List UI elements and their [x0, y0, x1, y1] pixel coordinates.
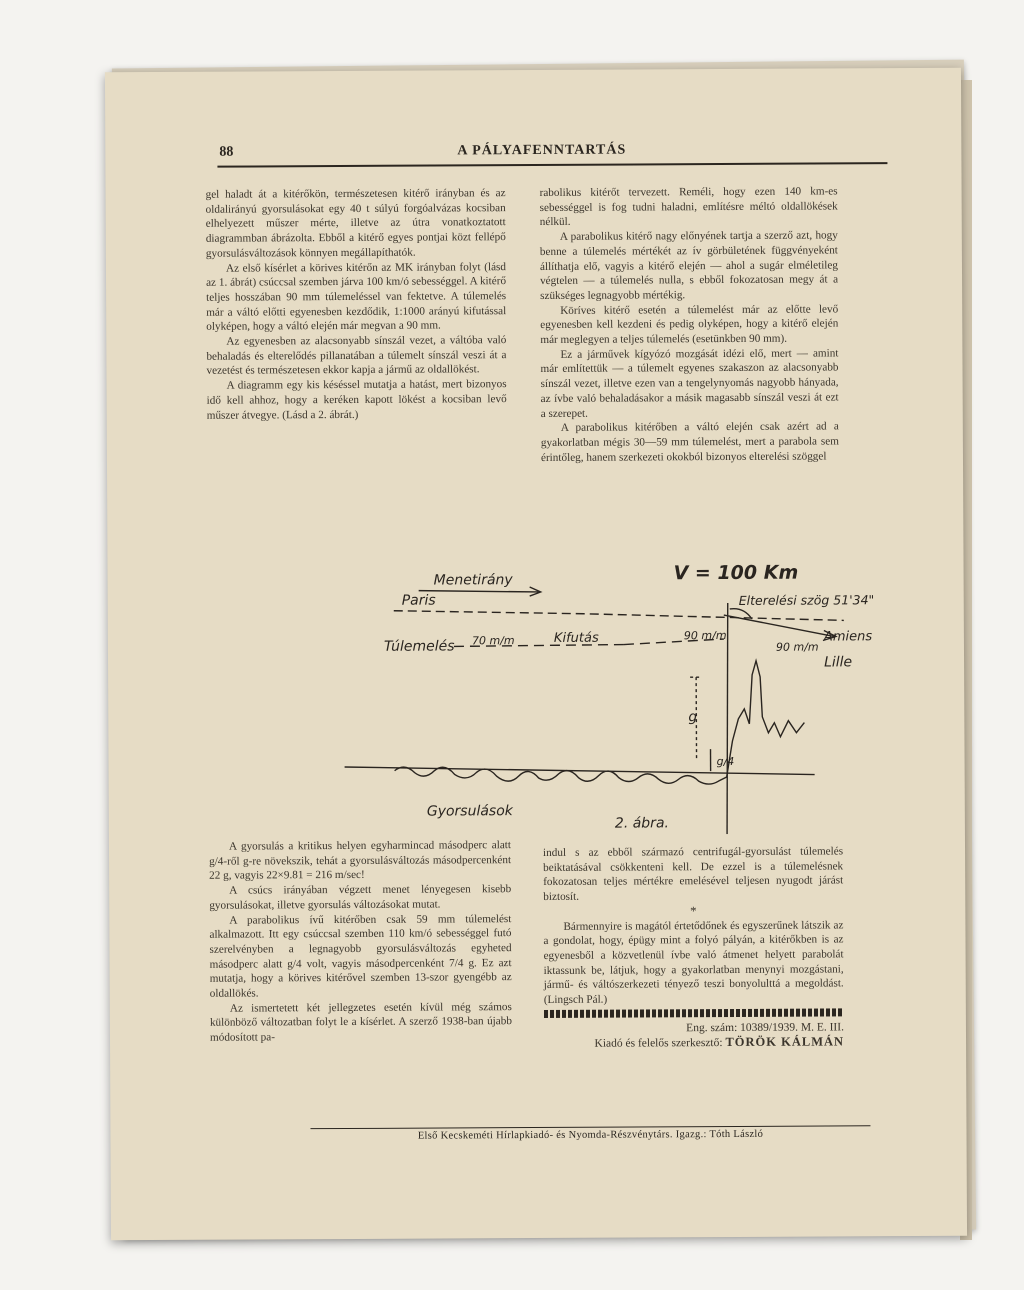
paragraph: Az ismertetett két jellegzetes esetén kívül még számos különböző változatban folyt le a kísérlet. A szerző 1938-ban újabb módosított pa-: [209, 1000, 512, 1044]
paragraph: Köríves kitérő esetén a túlemelést már az előtte levő egyenesben kell kezdeni és pedig olyképen, hogy a kitérő elején már meglegyen a teljes túlemelés (esetünkben 90 mm).: [540, 303, 839, 347]
paragraph: A parabolikus kitérő nagy előnyének tartja a szerző azt, hogy benne a túlemelés mértékét az ív görbületének függvényeként állíthatja elő, vagyis a kitérő elején — ahol a sugár elméletileg végtelen — a túlemelés nulla, s ebből fokozatosan megy át a szükséges legnagyobb mértékig.: [539, 229, 839, 302]
arrow-direction: [419, 590, 539, 593]
paragraph: rabolikus kitérőt tervezett. Reméli, hogy ezen 140 km-es sebességgel is fog tudni haladni, említésre méltó oldallökések nélkül.: [539, 185, 838, 229]
cant-70-label: 70 m/m: [471, 634, 515, 648]
track-line-amiens: [394, 608, 844, 622]
figure-2-diagram: [203, 548, 890, 837]
journal-page: [105, 68, 967, 1240]
g4-label: g/4: [716, 754, 735, 769]
paragraph: indul s az ebből származó centrifugál-gyorsulást túlemelés beiktatásával csökkenteni kell. De ezzel is a túlemelésnek fokozatosan teljes mértékre emelésével teljesen nyugodt járást biztosít.: [543, 845, 844, 904]
direction-label: Menetirány: [433, 572, 513, 589]
registration-number: Eng. szám: 10389/1939. M. E. III.: [686, 1021, 844, 1034]
kifutas-label: Kifutás: [553, 630, 599, 646]
g-label: g: [688, 709, 698, 726]
figure-caption: 2. ábra.: [614, 815, 669, 832]
paragraph: A csúcs irányában végzett menet lényegesen kisebb gyorsulásokat, illetve gyorsulás változásokat mutat.: [209, 883, 512, 912]
paragraph: Bármennyire is magától értetődőnek és egyszerűnek látszik az a gondolat, hogy, épügy mint a folyó pályán, a kitérőkben is az egyenesből a közvetlenül ívbe való átmenet helyett parabolát iktassunk be, látjuk, hogy a gyakorlatban menynyi mozgástani, jármű- és váltószerkezeti tényező teszi bonyolulttá a megoldást. (Lingsch Pál.): [543, 918, 844, 1006]
paragraph: A parabolikus ívű kitérőben csak 59 mm túlemelést alkalmazott. Itt egy csúccsal szemben 110 km/ó sebességgel futó szerelvényben a legnagyobb gyorsulásváltozás egyheted másodperc alatt g/4 volt, vagyis másodpercenként 7/4 g. Ez azt mutatja, hogy a körives kitérővel szemben 13-szor gyengébb az oldallökés.: [209, 912, 512, 1000]
tulemeles-label: Túlemelés: [383, 638, 455, 655]
column-top-left: [206, 186, 507, 423]
paragraph: A parabolikus kitérőben a váltó elején csak azért ad a gyakorlatban mégis 30—59 mm túlemelést, mert a parabola sem érintőleg, hanem szerkezeti okokból bizonyos elterelési szöggel: [540, 420, 839, 464]
gyorsulasok-label: Gyorsulások: [426, 803, 513, 820]
cant-90-label-lille: 90 m/m: [775, 640, 819, 654]
imprint: [544, 1020, 844, 1051]
paragraph: Ez a járművek kígyózó mozgását idézi elő, mert — amint már említettük — a túlemelt egyenes szakaszon az alacsonyabb sínszál vezet, illetve ezen van a tengelynyomás nagyobb hányada, az ívbe való behaladásakor a másik magasabb sínszál veszi át ezt a szerepet.: [540, 347, 839, 420]
page-header: [219, 141, 889, 160]
acceleration-baseline: [345, 765, 815, 777]
lille-label: Lille: [824, 654, 853, 671]
paragraph: Az első kísérlet a körives kitérőn az MK irányban folyt (lásd az 1. ábrát) csúccsal szemben járva 100 km/ó sebességgel. A kitérő teljes hosszában 90 mm túlemeléssel van fektetve. A túlemelés már a váltó előtti egyenesben kezdődik, 1:1000 arányú kifutással olyképen, hogy a váltó elején már megvan a 90 mm.: [206, 260, 507, 334]
amiens-label: Amiens: [823, 629, 873, 645]
dotted-rule: [544, 1008, 844, 1018]
paragraph: A gyorsulás a kritikus helyen egyharmincad másodperc alatt g/4-ről g-re növekszik, tehát a gyorsulásváltozás másodpercenként 22 g, vagyis 22×9.81 = 216 m/sec!: [209, 839, 512, 883]
speed-label: V = 100 Km: [673, 561, 799, 585]
angle-label: Elterelési szög 51'34": [738, 592, 875, 608]
column-top-right: [540, 184, 839, 465]
section-separator: *: [690, 902, 697, 919]
publisher-line: [544, 1034, 844, 1051]
column-bottom-right: [543, 844, 844, 1050]
track-line-lille: [724, 614, 834, 637]
paragraph: gel haladt át a kitérőkön, természetesen kitérő irányban és az oldalirányú gyorsulásokat egy 40 t súlyú forgóalvázas kocsiban elhelyezett műszer mérte, illetve az útra vonatkoztatott diagrammban ábrázolta. Ebből a kitérő egyes pontjai közt fellépő gyorsulásváltozások könnyen megállapíthatók.: [205, 187, 506, 260]
column-bottom-left: [209, 838, 512, 1045]
editor-name: TÖRÖK KÁLMÁN: [725, 1034, 845, 1049]
paragraph: A diagramm egy kis késéssel mutatja a hatást, mert bizonyos idő kell ahhoz, hogy a keréken kapott lökést a kocsiban levő műszer átvegye. (Lásd a 2. ábrát.): [206, 378, 507, 422]
paris-label: Paris: [401, 592, 436, 609]
header-rule: [217, 162, 887, 168]
page-number: 88: [219, 144, 234, 160]
printer-footer: Első Kecskeméti Hírlapkiadó- és Nyomda-Részvénytárs. Igazg.: Tóth László: [310, 1125, 870, 1142]
paragraph: Az egyenesben az alacsonyabb sínszál vezet, a váltóba való behaladás és elterelődés pillanatában a túlemelt sínszál veszi át a vezetést és természetesen ekkor kapja a jármű az oldallökést.: [206, 334, 507, 378]
cant-90-label: 90 m/m: [683, 629, 727, 643]
journal-title: A PÁLYAFENNTARTÁS: [457, 142, 627, 159]
publisher-prefix: Kiadó és felelős szerkesztő:: [594, 1036, 723, 1050]
acceleration-curve: [394, 661, 805, 786]
